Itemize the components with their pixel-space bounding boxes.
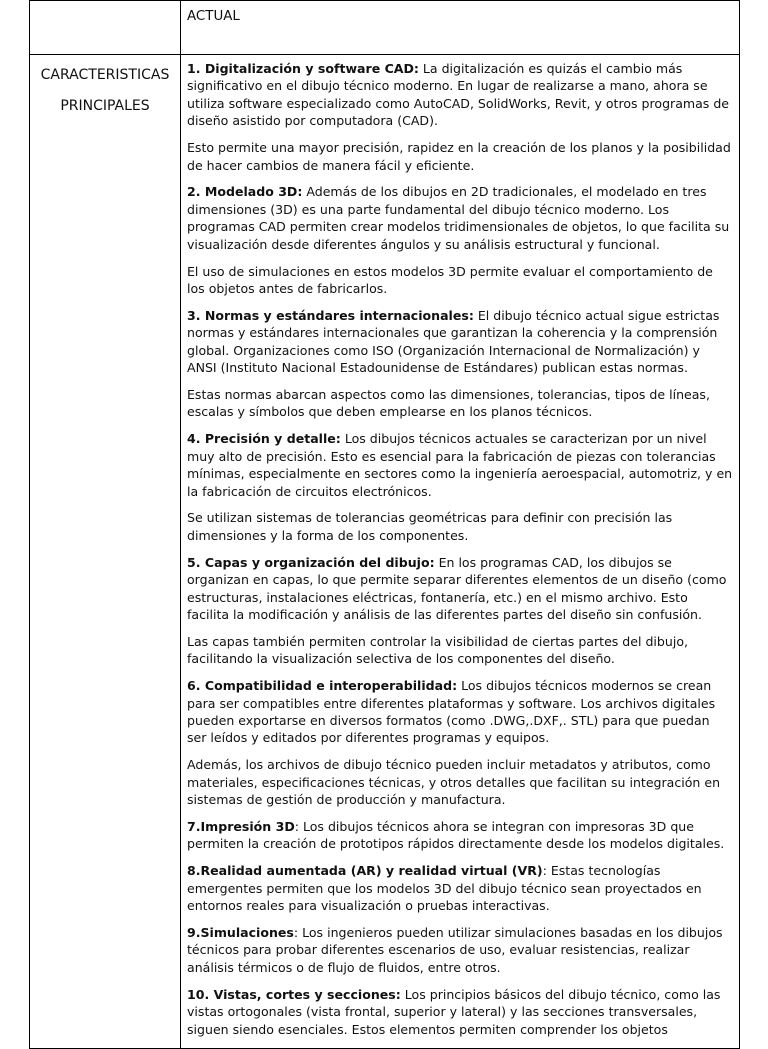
section-title: 8.Realidad aumentada (AR) y realidad virtual (VR) xyxy=(187,863,543,879)
section-body: Además de los dibujos en 2D tradicionales, el modelado en tres dimensiones (3D) es una parte fundamental del dibujo técnico moderno. Los programas CAD permiten crear modelos tridimensionales de objetos, lo que facilita su visualización desde diferentes ángulos y su análisis estructural y funcional. xyxy=(187,184,730,252)
table-row xyxy=(30,55,740,1049)
row-label-line1: CARACTERISTICAS xyxy=(40,67,170,83)
row-label-line2: PRINCIPALES xyxy=(60,98,150,114)
section-body: : Los ingenieros pueden utilizar simulaciones basadas en los dibujos técnicos para probar diferentes escenarios de uso, evaluar resistencias, realizar análisis térmicos o de flujo de fluidos, entre otros. xyxy=(187,925,723,975)
section-title: 5. Capas y organización del dibujo: xyxy=(187,554,435,570)
section-extra-paragraph: El uso de simulaciones en estos modelos 3D permite evaluar el comportamiento de los objetos antes de fabricarlos. xyxy=(187,263,713,296)
section-paragraph xyxy=(187,554,733,624)
content-cell xyxy=(181,55,740,1049)
header-actual-cell: ACTUAL xyxy=(181,1,740,55)
section-extra-paragraph: Estas normas abarcan aspectos como las dimensiones, tolerancias, tipos de líneas, escalas y símbolos que deben emplearse en los planos técnicos. xyxy=(187,387,710,420)
section-body: En los programas CAD, los dibujos se organizan en capas, lo que permite separar diferentes elementos de un diseño (como estructuras, instalaciones eléctricas, fontanería, etc.) en el mismo archivo. Esto facilita la modificación y análisis de las diferentes partes del diseño sin confusión. xyxy=(187,554,727,622)
sections-list xyxy=(187,60,733,1038)
section-paragraph xyxy=(187,818,733,853)
section-body: El dibujo técnico actual sigue estrictas normas y estándares internacionales que garantizan la coherencia y la comprensión global. Organizaciones como ISO (Organización Internacional de Normalización) y ANSI (Instituto Nacional Estadounidense de Estándares) publican estas normas. xyxy=(187,307,720,376)
section-body: : Los dibujos técnicos ahora se integran con impresoras 3D que permiten la creación de prototipos rápidos directamente desde los modelos digitales. xyxy=(187,819,725,852)
section-paragraph xyxy=(187,862,733,914)
section-body: La digitalización es quizás el cambio más significativo en el dibujo técnico moderno. En lugar de realizarse a mano, ahora se utiliza software especializado como AutoCAD, SolidWorks, Revit, y otros programas de diseño asistido por computadora (CAD). xyxy=(187,61,730,129)
section-title: 2. Modelado 3D: xyxy=(187,184,303,200)
section-body: : Estas tecnologías emergentes permiten que los modelos 3D del dibujo técnico sean proyectados en entornos reales para visualización o pruebas interactivas. xyxy=(187,863,702,914)
section-extra-paragraph: Se utilizan sistemas de tolerancias geométricas para definir con precisión las dimensiones y la forma de los componentes. xyxy=(187,510,673,543)
header-left-cell xyxy=(30,1,181,55)
section-title: 10. Vistas, cortes y secciones: xyxy=(187,986,401,1002)
section-extra-paragraph: Esto permite una mayor precisión, rapidez en la creación de los planos y la posibilidad de hacer cambios de manera fácil y eficiente. xyxy=(187,140,731,173)
section-paragraph xyxy=(187,430,733,500)
section-body: Los dibujos técnicos actuales se caracterizan por un nivel muy alto de precisión. Esto es esencial para la fabricación de piezas con tolerancias mínimas, especialmente en sectores como la ingeniería aeroespacial, automotriz, y en la fabricación de circuitos electrónicos. xyxy=(187,431,733,499)
section-title: 3. Normas y estándares internacionales: xyxy=(187,307,474,323)
table-header-row xyxy=(30,1,740,55)
section-extra-paragraph: Además, los archivos de dibujo técnico pueden incluir metadatos y atributos, como materiales, especificaciones técnicas, y otros detalles que facilitan su integración en sistemas de gestión de producción y manufactura. xyxy=(187,757,721,808)
section-extra-paragraph: Las capas también permiten controlar la visibilidad de ciertas partes del dibujo, facilitando la visualización selectiva de los componentes del diseño. xyxy=(187,633,688,667)
section-title: 7.Impresión 3D xyxy=(187,819,295,835)
section-title: 4. Precisión y detalle: xyxy=(187,431,341,447)
document-page xyxy=(29,0,768,1037)
row-label-cell xyxy=(30,55,181,1049)
section-title: 6. Compatibilidad e interoperabilidad: xyxy=(187,678,458,694)
section-paragraph xyxy=(187,986,733,1038)
section-paragraph xyxy=(187,183,733,253)
section-title: 9.Simulaciones xyxy=(187,925,294,941)
section-body: Los principios básicos del dibujo técnico, como las vistas ortogonales (vista frontal, superior y lateral) y las secciones transversales, siguen siendo esenciales. Estos elementos permiten comprender los objetos xyxy=(187,986,721,1037)
comparison-table xyxy=(29,0,740,1049)
section-paragraph xyxy=(187,924,733,976)
section-paragraph xyxy=(187,307,733,377)
section-paragraph xyxy=(187,677,733,747)
section-title: 1. Digitalización y software CAD: xyxy=(187,61,419,76)
section-paragraph xyxy=(187,60,733,130)
section-body: Los dibujos técnicos modernos se crean para ser compatibles entre diferentes plataformas y software. Los archivos digitales pueden exportarse en diversos formatos (como .DWG,.DXF,. STL) para que puedan ser leídos y editados por diferentes programas y equipos. xyxy=(187,678,716,746)
